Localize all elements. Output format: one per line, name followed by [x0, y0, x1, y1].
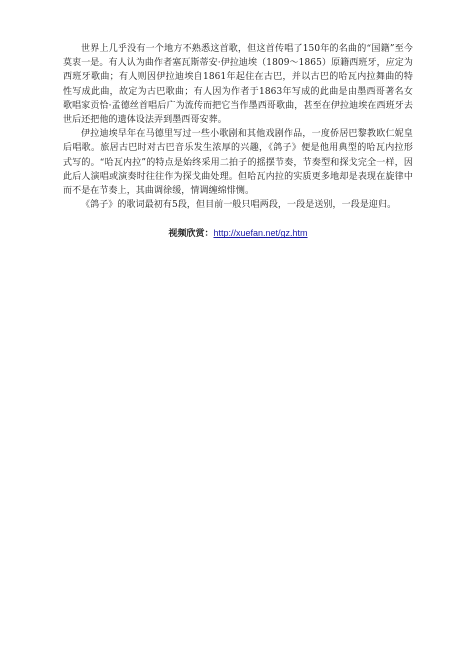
paragraph-composer: 伊拉迪埃早年在马德里写过一些小歌剧和其他戏剧作品，一度侨居巴黎教欧仁妮皇后唱歌。旅居古巴时对古巴音乐发生浓厚的兴趣，《鸽子》便是他用典型的哈瓦内拉形式写的。“哈瓦内拉”的特点是始终采用二拍子的摇摆节奏，节奏型和探戈完全一样，因此后人演唱或演奏时往往作为探戈曲处理。但哈瓦内拉的实质更多地却是表现在旋律中而不是在节奏上，其曲调徐缓，情调缠绵悱恻。 [63, 129, 413, 197]
paragraph-lyrics: 《鸽子》的歌词最初有5段，但目前一般只唱两段，一段是送别，一段是迎归。 [81, 200, 397, 211]
video-line [63, 226, 413, 241]
video-label: 视频欣赏： [168, 229, 214, 240]
spacer [63, 212, 413, 226]
paragraph-nationality: 世界上几乎没有一个地方不熟悉这首歌，但这首传唱了150年的名曲的“国籍”至今莫衷一是。有人认为曲作者塞瓦斯蒂安·伊拉迪埃（1809～1865）原籍西班牙，应定为西班牙歌曲；有人则因伊拉迪埃自1861年起住在古巴，并以古巴的哈瓦内拉舞曲的特性写成此曲，故定为古巴歌曲；有人因为作者于1863年写成的此曲是由墨西哥著名女歌唱家贡恰·孟德丝首唱后广为流传而把它当作墨西哥歌曲，甚至在伊拉迪埃在西班牙去世后还把他的遗体设法弄到墨西哥安葬。 [63, 44, 413, 126]
video-link[interactable]: http://xuefan.net/gz.htm [213, 228, 308, 239]
document-body [63, 42, 413, 241]
